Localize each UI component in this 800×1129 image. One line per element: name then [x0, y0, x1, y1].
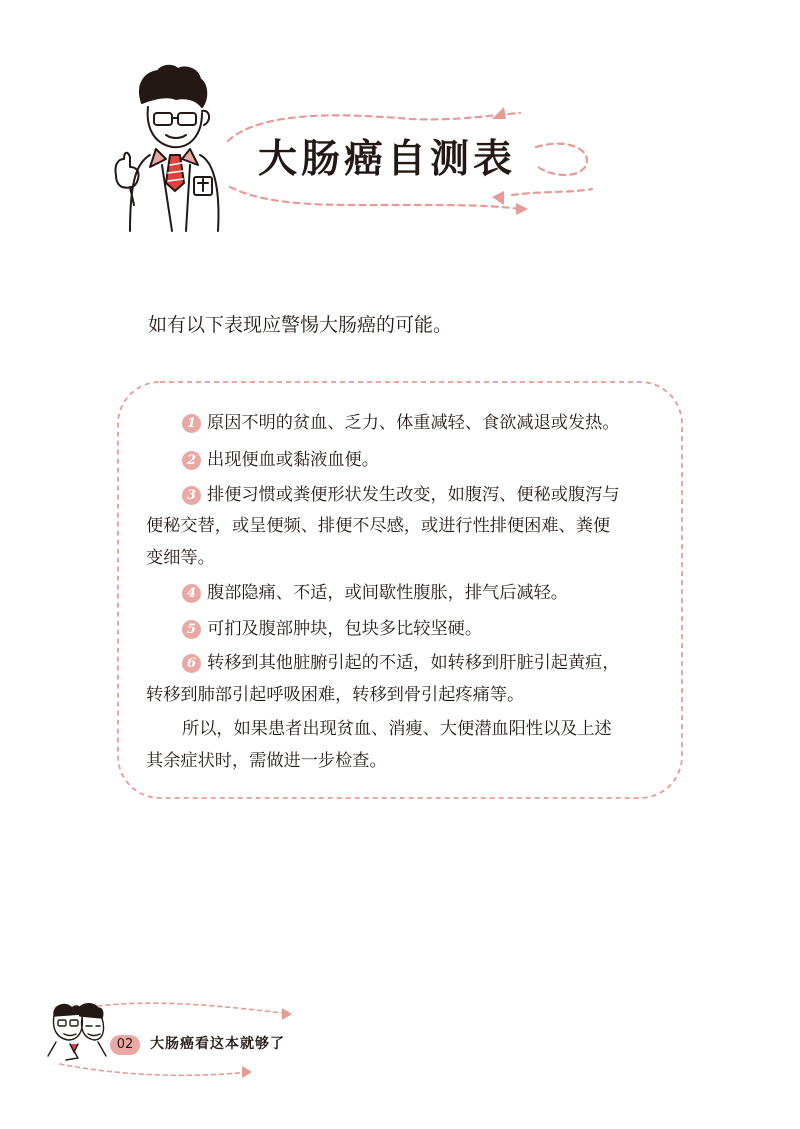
item-3-line-2: 便秘交替，或呈便频、排便不尽感，或进行性排便困难、粪便 — [146, 516, 611, 536]
item-1-line-1: 原因不明的贫血、乏力、体重减轻、食欲减退或发热。 — [207, 413, 620, 433]
list-item-5 — [182, 617, 482, 641]
item-2-line-1: 出现便血或黏液血便。 — [207, 450, 379, 470]
list-item-4 — [182, 581, 568, 605]
item-3-line-3: 变细等。 — [146, 548, 215, 568]
doctor-cartoon-icon — [115, 66, 218, 231]
conclusion-line-2: 其余症状时，需做进一步检查。 — [146, 751, 387, 771]
item-5-line-1: 可扪及腹部肿块，包块多比较坚硬。 — [207, 619, 483, 639]
item-6-line-2: 转移到肺部引起呼吸困难，转移到骨引起疼痛等。 — [146, 685, 525, 705]
list-item-3 — [182, 483, 620, 507]
number-badge-6: 6 — [182, 654, 201, 673]
item-6-line-1: 转移到其他脏腑引起的不适，如转移到肝脏引起黄疸， — [207, 653, 620, 673]
number-badge-3: 3 — [182, 486, 201, 505]
page-number-badge: 02 — [110, 1035, 140, 1055]
number-badge-1: 1 — [182, 414, 201, 433]
item-3-line-1: 排便习惯或粪便形状发生改变，如腹泻、便秘或腹泻与 — [207, 485, 620, 505]
footer-book-title: 大肠癌看这本就够了 — [150, 1036, 285, 1052]
item-4-line-1: 腹部隐痛、不适，或间歇性腹胀，排气后减轻。 — [207, 583, 568, 603]
conclusion-line-1: 所以，如果患者出现贫血、消瘦、大便潜血阳性以及上述 — [182, 719, 612, 739]
intro-text: 如有以下表现应警惕大肠癌的可能。 — [148, 314, 453, 336]
number-badge-2: 2 — [182, 451, 201, 470]
number-badge-5: 5 — [182, 620, 201, 639]
two-cartoon-faces-icon — [48, 1004, 106, 1060]
number-badge-4: 4 — [182, 584, 201, 603]
list-item-2 — [182, 448, 379, 472]
page-title: 大肠癌自测表 — [258, 137, 517, 182]
list-item-6 — [182, 651, 620, 675]
list-item-1 — [182, 411, 620, 435]
